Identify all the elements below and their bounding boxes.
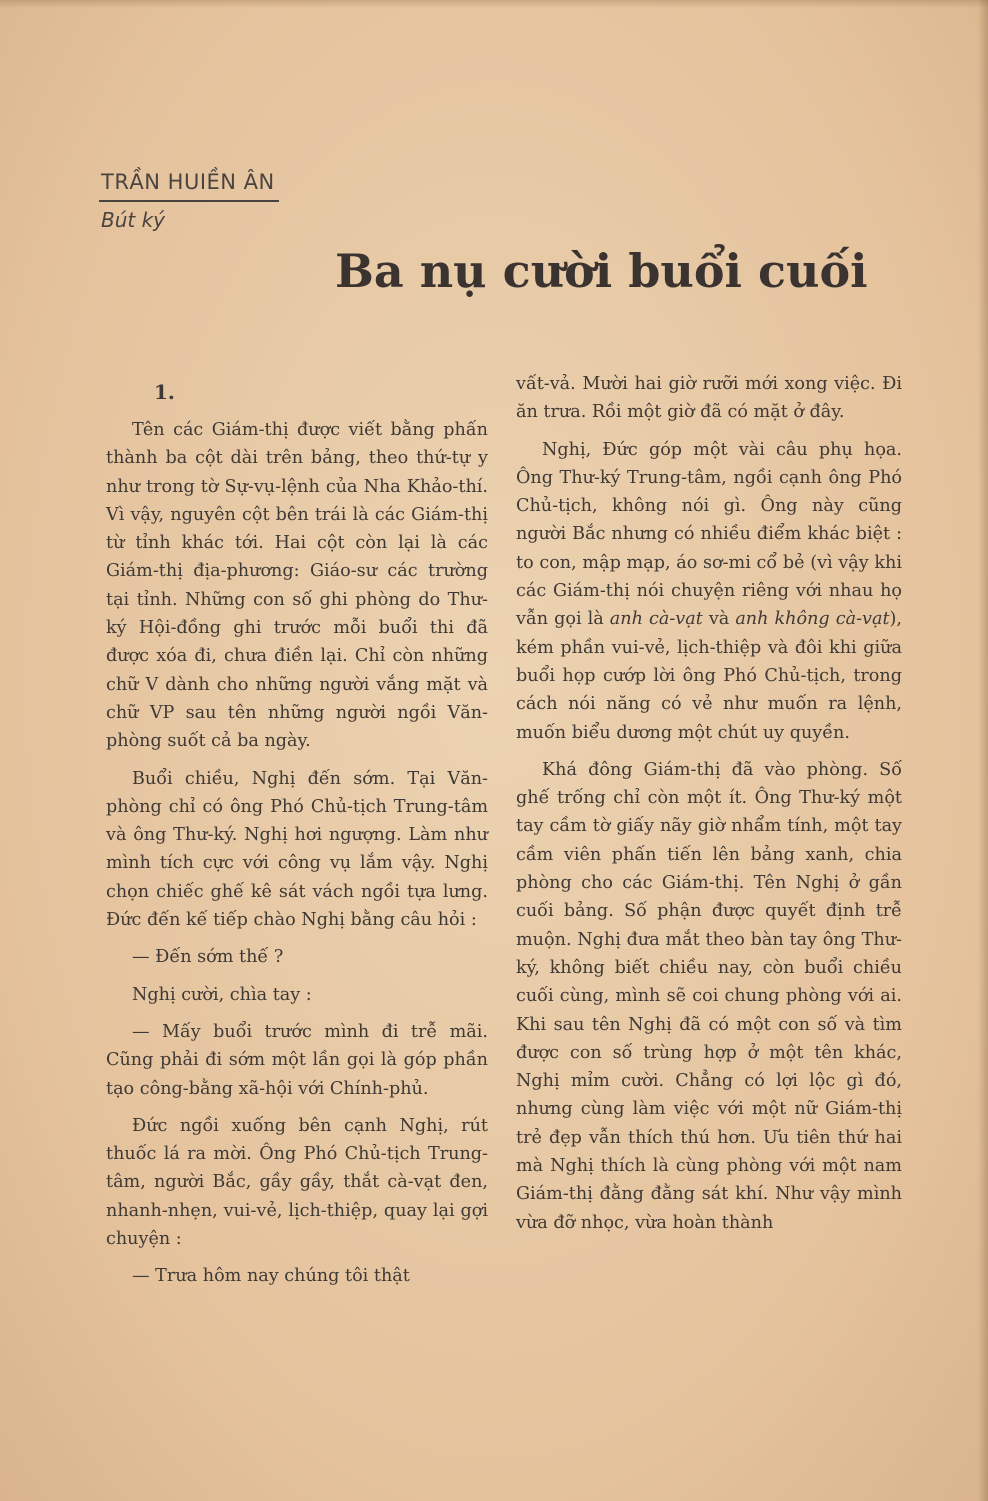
dialogue-line: — Trưa hôm nay chúng tôi thật [132,1266,410,1287]
text-run: Nghị, Đức góp một vài câu phụ họa. Ông Thư-ký Trung-tâm, ngồi cạnh ông Phó Chủ-tịch, không nói gì. Ông này cũng người Bắc nhưng có nhiều điểm khác biệt : to con, mập mạp, áo sơ-mi cổ bẻ (vì vậy khi các Giám-thị nói chuyện riêng với nhau họ vẫn gọi là [516,439,902,630]
paragraph: Khá đông Giám-thị đã vào phòng. Số ghế trống chỉ còn một ít. Ông Thư-ký một tay cầm tờ giấy nãy giờ nhẩm tính, một tay cầm viên phấn tiến lên bảng xanh, chia phòng cho các Giám-thị. Tên Nghị ở gần cuối bảng. Số phận được quyết định trễ muộn. Nghị đưa mắt theo bàn tay ông Thư-ký, không biết chiều nay, còn buổi chiều cuối cùng, mình sẽ coi chung phòng với ai. Khi sau tên Nghị đã có một con số và tìm được con số trùng hợp ở một tên khác, Nghị mỉm cười. Chẳng có lợi lộc gì đó, nhưng cùng làm việc với một nữ Giám-thị trẻ đẹp vẫn thích thú hơn. Ưu tiên thứ hai mà Nghị thích là cùng phòng với một nam Giám-thị đằng đằng sát khí. Như vậy mình vừa đỡ nhọc, vừa hoàn thành [516,759,902,1233]
paragraph: Nghị cười, chìa tay : [132,984,312,1005]
author-underline [99,200,279,202]
paragraph [516,436,902,747]
italic-phrase: anh cà-vạt [609,609,703,630]
paragraph: Đức ngồi xuống bên cạnh Nghị, rút thuốc lá ra mời. Ông Phó Chủ-tịch Trung-tâm, người Bắc, gầy gầy, thắt cà-vạt đen, nhanh-nhẹn, vui-vẻ, lịch-thiệp, quay lại gợi chuyện : [106,1115,488,1250]
article-title: Ba nụ cười buổi cuối [335,244,868,298]
left-column [106,376,488,1291]
dialogue-line: — Đến sớm thế ? [132,947,284,968]
page-right-edge [978,0,988,1501]
author-name: TRẦN HUIỀN ÂN [101,170,275,194]
section-number: 1. [154,380,175,404]
paragraph: vất-vả. Mười hai giờ rưỡi mới xong việc. Đi ăn trưa. Rồi một giờ đã có mặt ở đây. [516,374,902,423]
paragraph: Buổi chiều, Nghị đến sớm. Tại Văn-phòng chỉ có ông Phó Chủ-tịch Trung-tâm và ông Thư-ký. Nghị hơi ngượng. Làm như mình tích cực với công vụ lắm vậy. Nghị chọn chiếc ghế kê sát vách ngồi tựa lưng. Đức đến kế tiếp chào Nghị bằng câu hỏi : [106,768,488,931]
paragraph: Tên các Giám-thị được viết bằng phấn thành ba cột dài trên bảng, theo thứ-tự y như trong tờ Sự-vụ-lệnh của Nha Khảo-thí. Vì vậy, nguyên cột bên trái là các Giám-thị từ tỉnh khác tới. Hai cột còn lại là các Giám-thị địa-phương: Giáo-sư các trường tại tỉnh. Những con số ghi phòng do Thư-ký Hội-đồng ghi trước mỗi buổi thi đã được xóa đi, chưa điền lại. Chỉ còn những chữ V dành cho những người vắng mặt và chữ VP sau tên những người ngồi Văn-phòng suốt cả ba ngày. [106,420,488,752]
text-run: ), kém phần vui-vẻ, lịch-thiệp và đôi khi giữa buổi họp cướp lời ông Phó Chủ-tịch, trong cách nói năng có vẻ như muốn ra lệnh, muốn biểu dương một chút uy quyền. [516,609,902,743]
dialogue-line: — Mấy buổi trước mình đi trễ mãi. Cũng phải đi sớm một lần gọi là góp phần tạo công-bằng xã-hội với Chính-phủ. [106,1021,488,1099]
genre-label: Bút ký [101,208,166,232]
italic-phrase: anh không cà-vạt [735,609,890,630]
page-top-shadow [0,0,988,8]
right-column [516,370,902,1237]
text-run: và [702,609,736,630]
